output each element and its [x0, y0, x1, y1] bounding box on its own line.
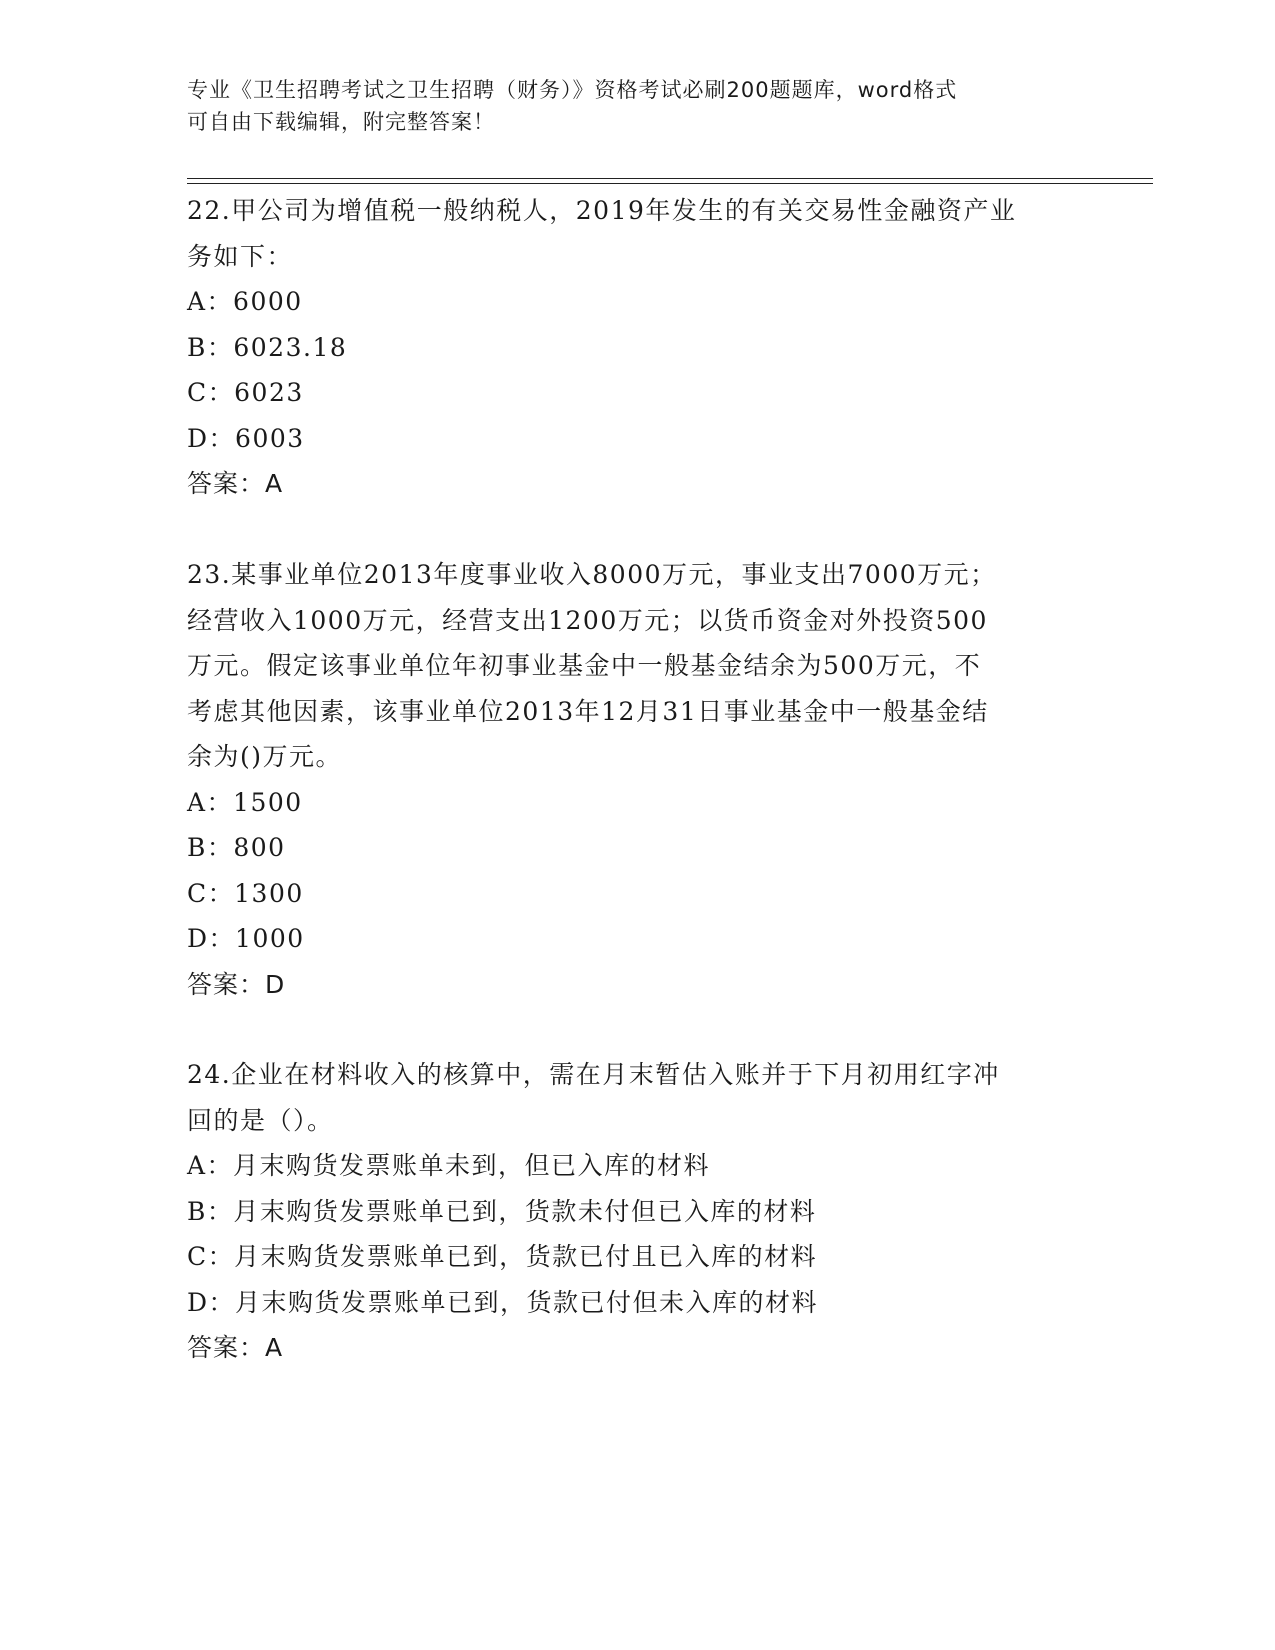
option-c: C：1300 [187, 878, 304, 908]
option-c: C：月末购货发票账单已到，货款已付且已入库的材料 [187, 1242, 818, 1271]
answer-line: 答案：D [187, 969, 286, 999]
stem-line: 22.甲公司为增值税一般纳税人，2019年发生的有关交易性金融资产业 [187, 196, 1017, 225]
header-line-2: 可自由下载编辑，附完整答案！ [187, 110, 495, 134]
question-22 [187, 188, 1087, 507]
option-b: B：6023.18 [187, 332, 348, 362]
question-stem [187, 552, 1087, 780]
option-b: B：800 [187, 833, 286, 862]
stem-line: 务如下： [187, 241, 294, 271]
stem-line: 万元。假定该事业单位年初事业基金中一般基金结余为500万元，不 [187, 651, 982, 680]
option-a: A：月末购货发票账单未到，但已入库的材料 [187, 1151, 711, 1180]
option-d: D：6003 [187, 423, 305, 453]
question-stem [187, 188, 1087, 279]
answer-line: 答案：A [187, 469, 284, 498]
header-divider-bottom [187, 183, 1153, 184]
option-c: C：6023 [187, 378, 304, 407]
stem-line: 考虑其他因素，该事业单位2013年12月31日事业基金中一般基金结 [187, 696, 989, 726]
stem-line: 23.某事业单位2013年度事业收入8000万元，事业支出7000万元； [187, 560, 997, 589]
stem-line: 经营收入1000万元，经营支出1200万元；以货币资金对外投资500 [187, 605, 988, 635]
document-header [187, 74, 1087, 138]
answer-line: 答案：A [187, 1333, 284, 1362]
header-line-1: 专业《卫生招聘考试之卫生招聘（财务）》资格考试必刷200题题库，word格式 [187, 78, 958, 102]
stem-line: 24.企业在材料收入的核算中，需在月末暂估入账并于下月初用红字冲 [187, 1060, 1000, 1089]
question-24 [187, 1052, 1087, 1371]
option-b: B：月末购货发票账单已到，货款未付但已入库的材料 [187, 1196, 817, 1226]
option-d: D：月末购货发票账单已到，货款已付但未入库的材料 [187, 1287, 819, 1317]
question-stem [187, 1052, 1087, 1143]
option-d: D：1000 [187, 924, 305, 953]
option-a: A：1500 [187, 787, 303, 817]
stem-line: 回的是（）。 [187, 1105, 334, 1135]
option-a: A：6000 [187, 287, 303, 316]
question-23 [187, 552, 1087, 1007]
stem-line: 余为()万元。 [187, 742, 343, 771]
header-divider-top [187, 178, 1153, 179]
